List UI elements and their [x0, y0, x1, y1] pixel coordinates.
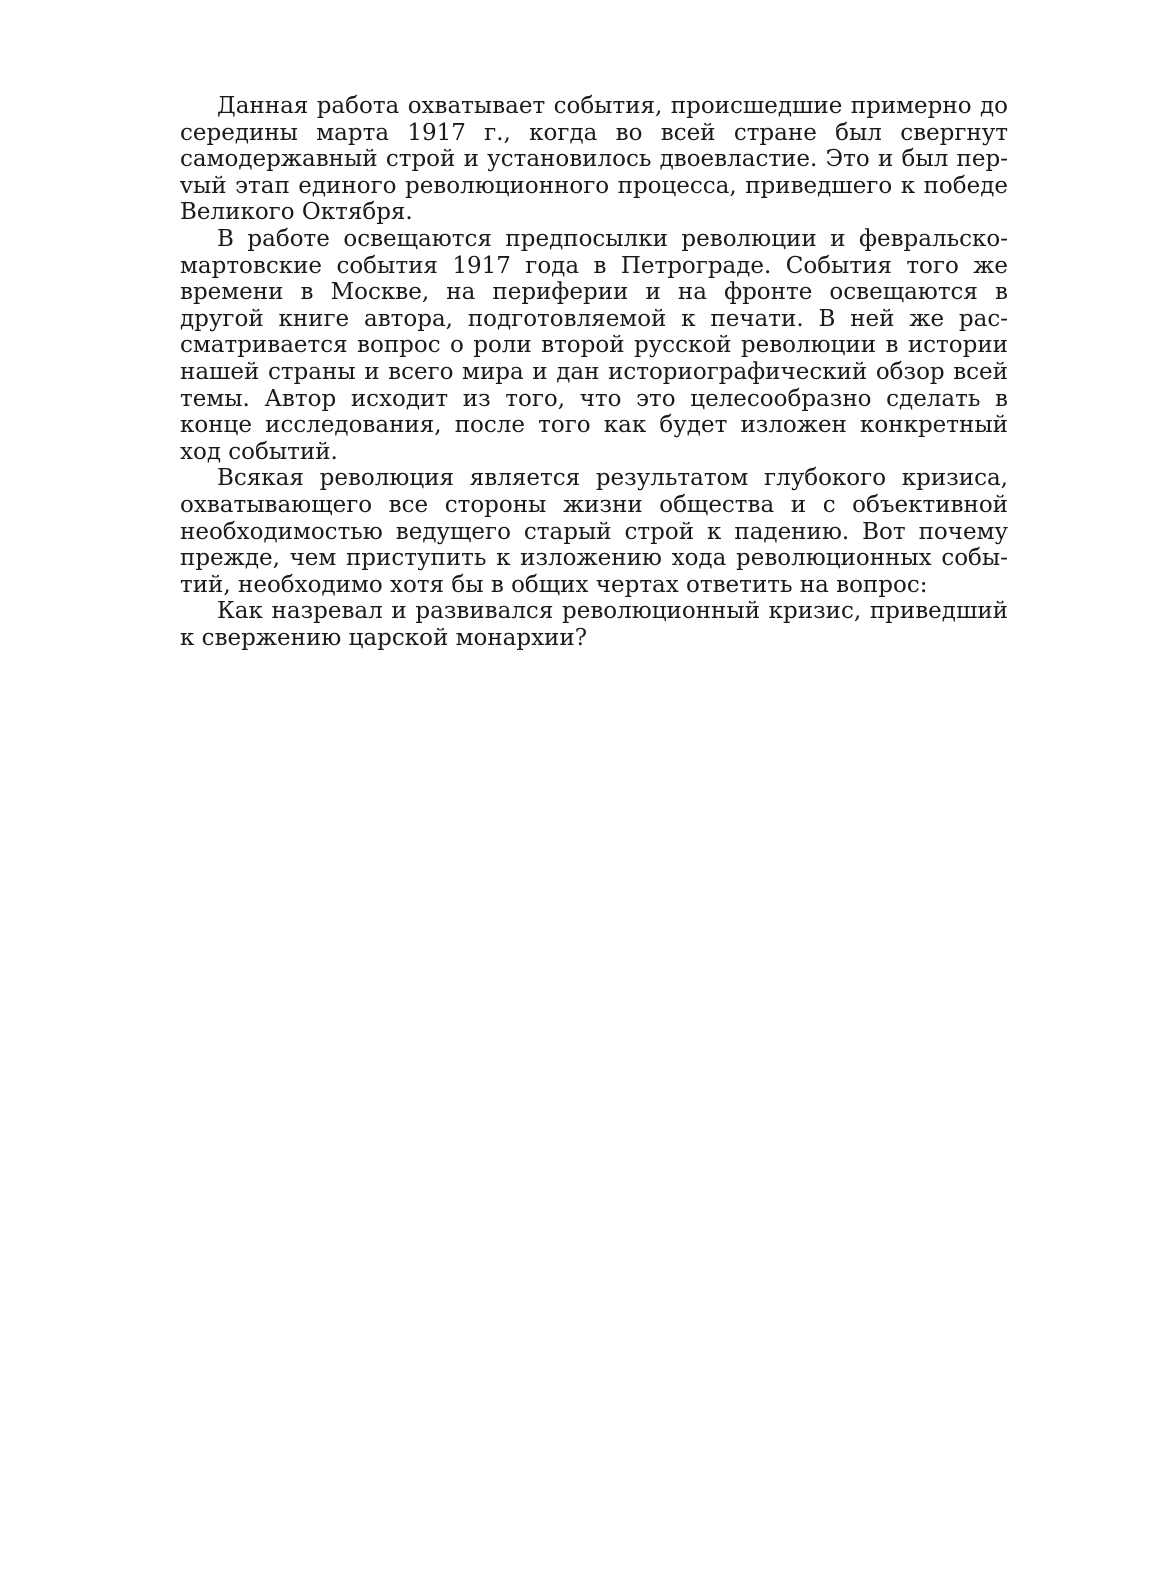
paragraph-3: Всякая революция является результатом глубокого кризиса, охватывающего все стороны жизни общества и с объективной необходимостью ведущего старый строй к падению. Вот почему прежде, чем приступить к изложению хода революционных событий, необходимо хотя бы в общих чертах ответить на вопрос:: [180, 465, 1008, 598]
paragraph-4: Как назревал и развивался революционный кризис, приведший к свержению царской монархии?: [180, 598, 1008, 651]
paragraph-1: Данная работа охватывает события, происшедшие примерно до середины марта 1917 г., когда во всей стране был свергнут самодержавный строй и установилось двоевластие. Это и был перvый этап единого революционного процесса, приведшего к победе Великого Октября.: [180, 93, 1008, 226]
paragraph-2: В работе освещаются предпосылки революции и февральско-мартовские события 1917 года в Петрограде. События того же времени в Москве, на периферии и на фронте освещаются в другой книге автора, подготовляемой к печати. В ней же рассматривается вопрос о роли второй русской революции в истории нашей страны и всего мира и дан историографический обзор всей темы. Автор исходит из того, что это целесообразно сделать в конце исследования, после того как будет изложен конкретный ход событий.: [180, 225, 1008, 465]
body-text: [180, 93, 1008, 651]
